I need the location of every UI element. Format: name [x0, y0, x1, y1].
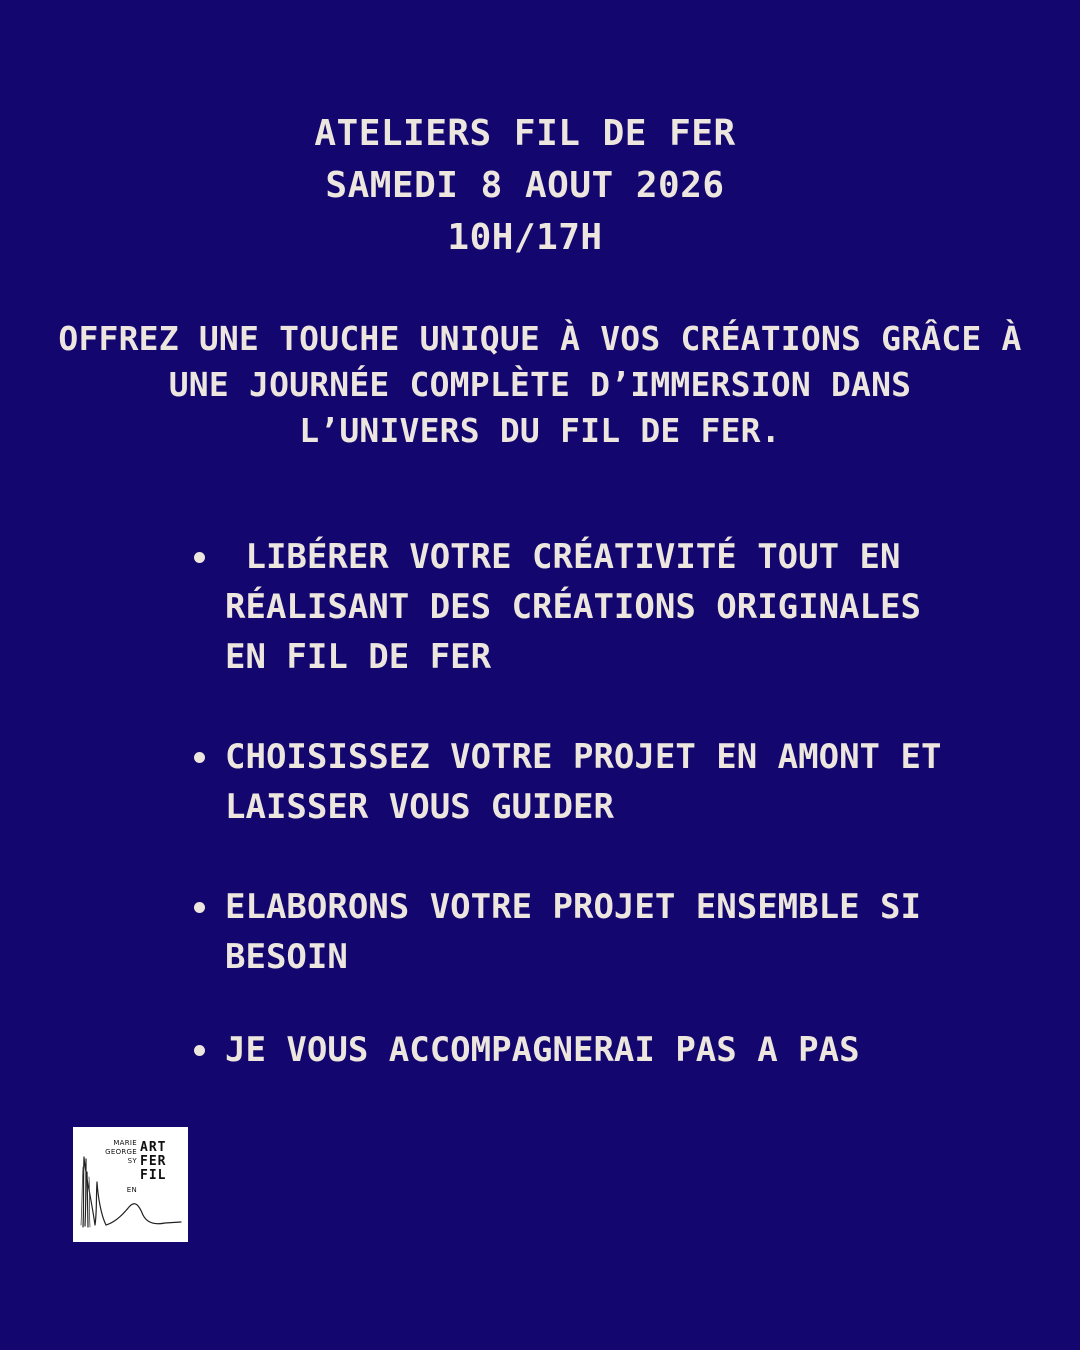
logo-wordmark [140, 1141, 166, 1183]
logo-name-line: SY [127, 1157, 137, 1165]
bullet-line: RÉALISANT DES CRÉATIONS ORIGINALES [225, 587, 921, 627]
intro-line: UNE JOURNÉE COMPLÈTE D’IMMERSION DANS [168, 365, 912, 404]
logo-name-line: GEORGE [105, 1148, 137, 1156]
bullet-dot-icon [194, 902, 205, 913]
logo-wordmark-line: FIL [140, 1168, 167, 1183]
brand-logo [73, 1127, 188, 1242]
logo-en-text: EN [126, 1186, 137, 1194]
bullet-text [225, 532, 985, 682]
logo-name-line: MARIE [113, 1139, 137, 1147]
bullet-dot-icon [194, 752, 205, 763]
bullet-line: BESOIN [225, 937, 348, 977]
bullet-text [225, 882, 985, 982]
bullet-dot-icon [194, 1045, 205, 1056]
logo-wordmark-line: FER [140, 1154, 167, 1169]
intro-line: OFFREZ UNE TOUCHE UNIQUE À VOS CRÉATIONS GRÂCE À [58, 319, 1022, 358]
bullet-line: LAISSER VOUS GUIDER [225, 787, 614, 827]
bullet-text [225, 1025, 985, 1075]
bullet-line: CHOISISSEZ VOTRE PROJET EN AMONT ET [225, 737, 942, 777]
bullet-line: JE VOUS ACCOMPAGNERAI PAS A PAS [225, 1030, 860, 1070]
bullet-text [225, 732, 985, 832]
event-hours: 10H/17H [447, 217, 603, 258]
bullet-dot-icon [194, 552, 205, 563]
logo-name-text [103, 1139, 137, 1166]
bullet-line: LIBÉRER VOTRE CRÉATIVITÉ TOUT EN [225, 537, 901, 577]
bullet-line: ELABORONS VOTRE PROJET ENSEMBLE SI [225, 887, 921, 927]
bullet-line: EN FIL DE FER [225, 637, 492, 677]
event-date: SAMEDI 8 AOUT 2026 [325, 165, 725, 206]
intro-line: L’UNIVERS DU FIL DE FER. [299, 411, 781, 450]
event-title: ATELIERS FIL DE FER [314, 113, 736, 154]
logo-wordmark-line: ART [140, 1140, 167, 1155]
